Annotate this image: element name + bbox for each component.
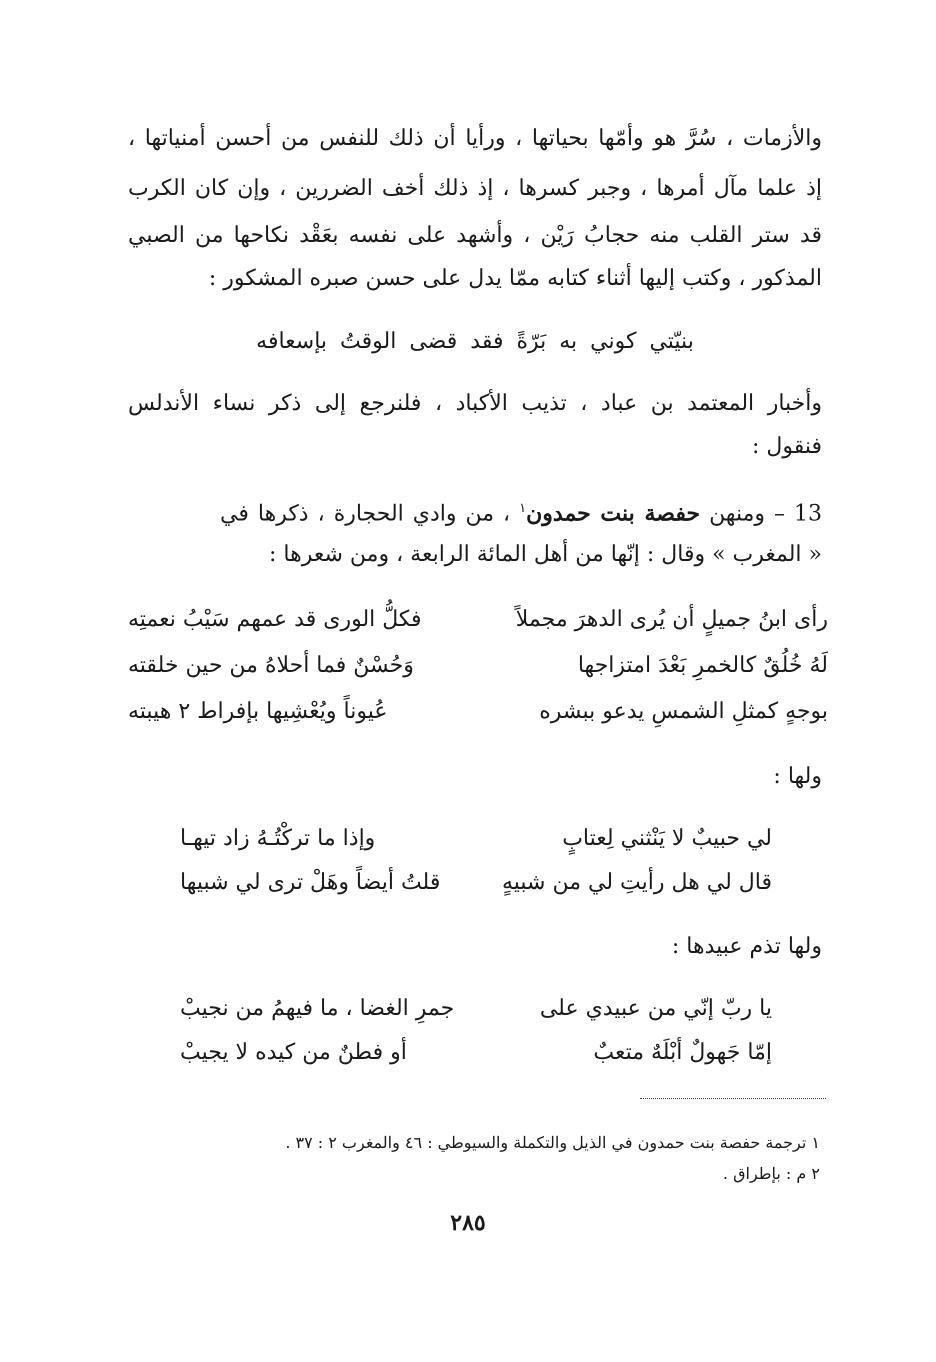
hemistich-second: جمرِ الغضا ، ما فيهمُ من نجيبْ bbox=[180, 996, 455, 1021]
hemistich-first: رأى ابنُ جميلٍ أن يُرى الدهرَ مجملاً bbox=[515, 607, 828, 632]
entry-number: 13 – bbox=[774, 501, 822, 527]
verse-single: بنيّتي كوني به بَرّةً فقد قضى الوقتُ بإسعافه bbox=[256, 329, 694, 354]
hemistich-second: فكلُّ الورى قد عمهم سَيْبُ نعمتِه bbox=[128, 607, 422, 632]
poem-intro: ولها : bbox=[773, 764, 822, 789]
hemistich-first: لَهُ خُلُقٌ كالخمرِ بَعْدَ امتزاجها bbox=[577, 653, 828, 678]
footnote-separator bbox=[640, 1098, 826, 1099]
poem-verse bbox=[180, 822, 772, 856]
entry-heading-line bbox=[128, 492, 822, 531]
footnote-marker: ١ bbox=[519, 501, 527, 516]
hemistich-second: قلتُ أيضاً وهَلْ ترى لي شبيها bbox=[180, 870, 441, 895]
poem-verse bbox=[180, 1036, 772, 1070]
entry-name: حفصة بنت حمدون bbox=[526, 500, 701, 527]
paragraph-line: إذ علما مآل أمرها ، وجبر كسرها ، إذ ذلك أخف الضررين ، وإن كان الكرب bbox=[128, 176, 822, 201]
footnote: ٢ م : بإطراق . bbox=[722, 1164, 820, 1183]
entry-intro: ومنهن bbox=[709, 501, 765, 527]
paragraph-line: فنقول : bbox=[751, 434, 822, 459]
paragraph-line: قد ستر القلب منه حجابُ رَيْن ، وأشهد على نفسه بعَقْد نكاحها من الصبي bbox=[128, 223, 822, 248]
hemistich-second: وَحُسْنٌ فما أحلاهُ من حين خلقته bbox=[128, 653, 414, 678]
paragraph-line: المذكور ، وكتب إليها أثناء كتابه ممّا يدل على حسن صبره المشكور : bbox=[208, 266, 822, 291]
hemistich-first: بوجهٍ كمثلِ الشمسِ يدعو ببشره bbox=[539, 699, 828, 724]
hemistich-first: لي حبيبٌ لا يَنْثني لِعتابٍ bbox=[562, 826, 772, 851]
poem-verse bbox=[180, 866, 772, 900]
entry-line-2: « المغرب » وقال : إنّها من أهل المائة الرابعة ، ومن شعرها : bbox=[269, 542, 822, 567]
hemistich-second: عُيوناً ويُعْشِيها بإفراط ٢ هيبته bbox=[128, 699, 388, 724]
poem-verse bbox=[128, 649, 828, 683]
poem-verse bbox=[128, 695, 828, 729]
footnote: ١ ترجمة حفصة بنت حمدون في الذيل والتكملة والسيوطي : ٤٦ والمغرب ٢ : ٣٧ . bbox=[285, 1133, 820, 1152]
hemistich-second: أو فطنٌ من كيده لا يجيبْ bbox=[180, 1040, 407, 1065]
poem-verse bbox=[128, 603, 828, 637]
page-number: ٢٨٥ bbox=[450, 1210, 486, 1236]
poem-verse bbox=[180, 992, 772, 1026]
paragraph-line: والأزمات ، سُرَّ هو وأمّها بحياتها ، ورأيا أن ذلك للنفس من أحسن أمنياتها ، bbox=[128, 126, 822, 151]
hemistich-first: قال لي هل رأيتِ لي من شبيهٍ bbox=[501, 870, 772, 895]
hemistich-first: إمّا جَهولٌ أبْلَهٌ متعبٌ bbox=[593, 1040, 772, 1065]
poem-intro: ولها تذم عبيدها : bbox=[671, 934, 822, 959]
paragraph-line: وأخبار المعتمد بن عباد ، تذيب الأكباد ، فلنرجع إلى ذكر نساء الأندلس bbox=[128, 391, 822, 416]
entry-rest: ، من وادي الحجارة ، ذكرها في bbox=[220, 501, 511, 527]
hemistich-second: وإذا ما تركْتُـهُ زاد تيهـا bbox=[180, 826, 376, 851]
hemistich-first: يا ربّ إنّي من عبيدي على bbox=[539, 996, 772, 1021]
